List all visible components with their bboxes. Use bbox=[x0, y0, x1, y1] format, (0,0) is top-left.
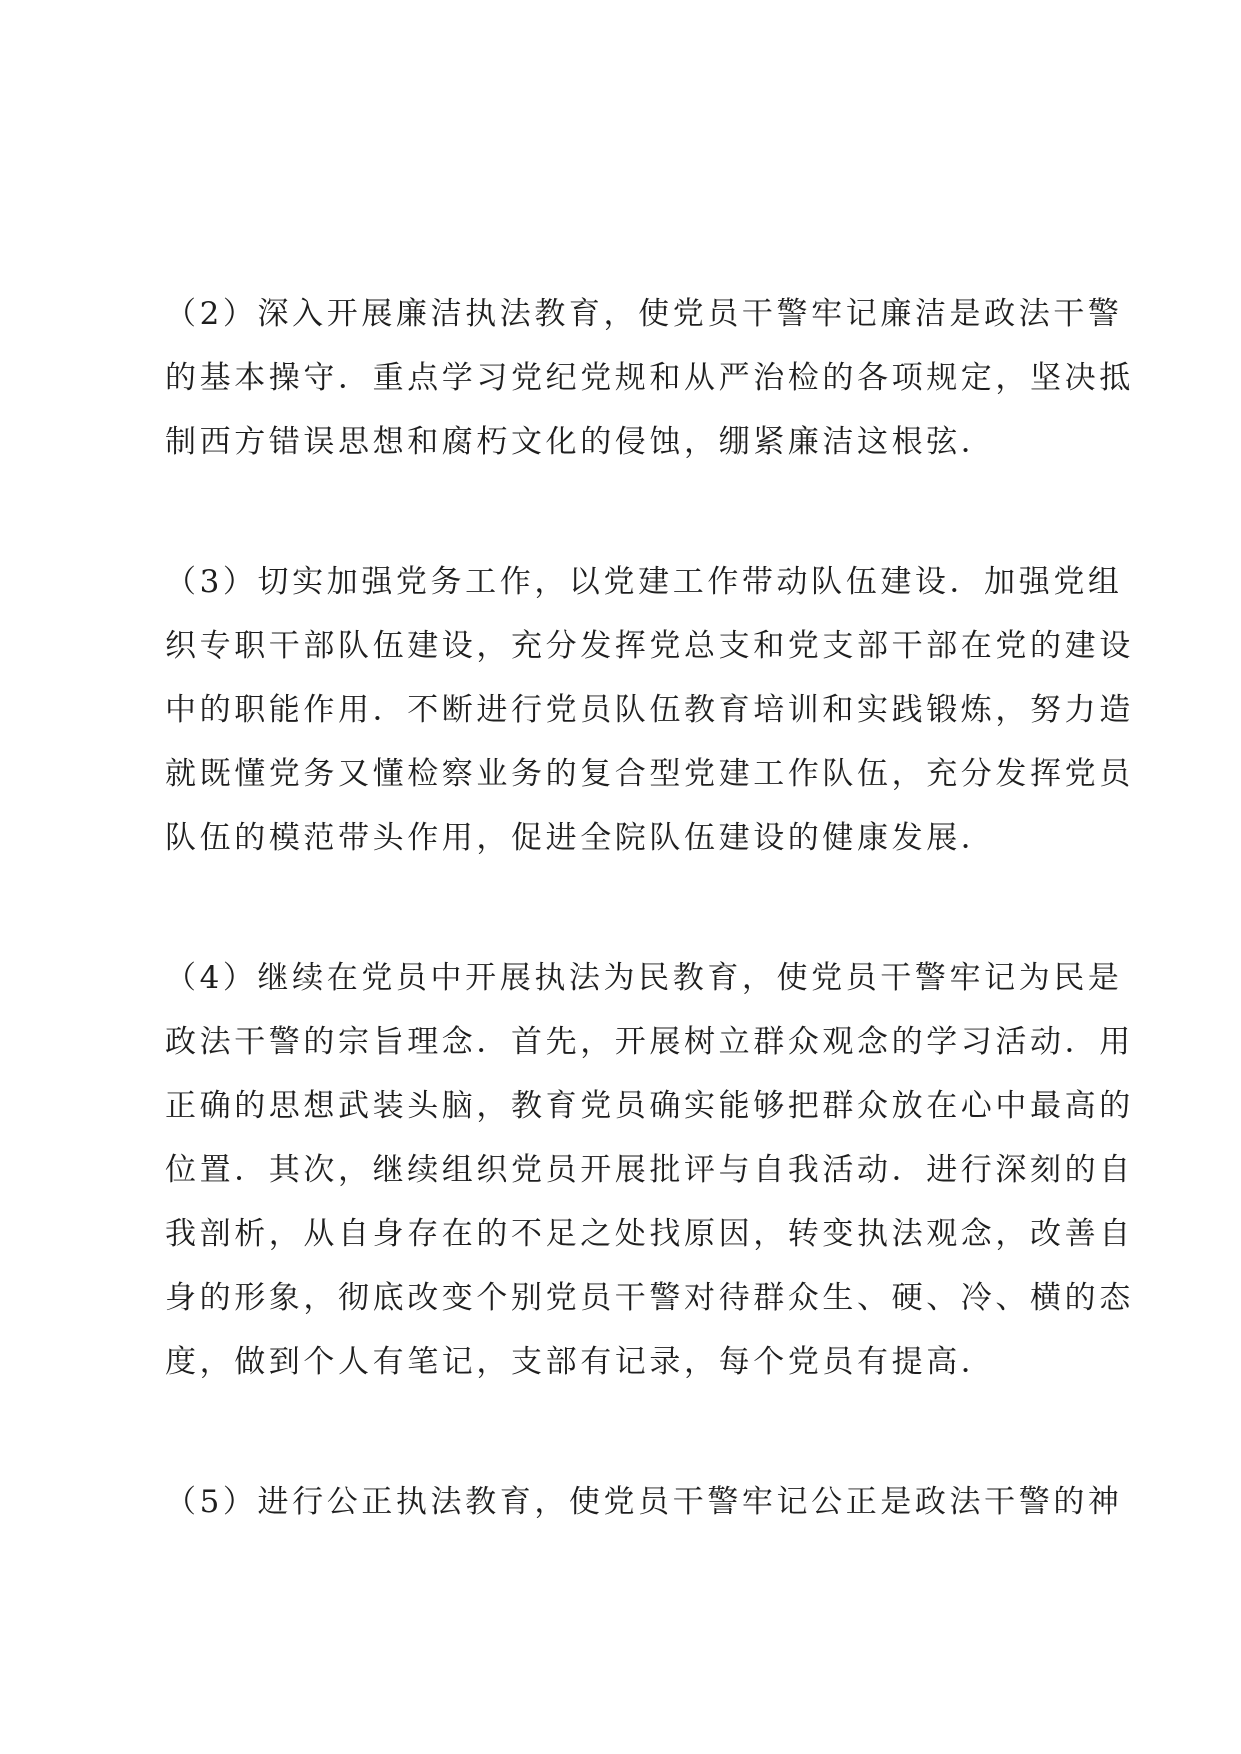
paragraph-line: 政法干警的宗旨理念．首先，开展树立群众观念的学习活动．用 bbox=[165, 1024, 1134, 1060]
paragraph-line: 队伍的模范带头作用，促进全院队伍建设的健康发展． bbox=[165, 820, 996, 856]
paragraph-line: 中的职能作用．不断进行党员队伍教育培训和实践锻炼，努力造 bbox=[165, 692, 1134, 728]
paragraph-line: 身的形象，彻底改变个别党员干警对待群众生、硬、冷、横的态 bbox=[165, 1280, 1134, 1316]
paragraph-line: （3）切实加强党务工作，以党建工作带动队伍建设．加强党组 bbox=[165, 564, 1123, 600]
paragraph-gap bbox=[165, 1394, 1095, 1470]
paragraph-gap bbox=[165, 474, 1095, 550]
paragraph-line: 制西方错误思想和腐朽文化的侵蚀，绷紧廉洁这根弦． bbox=[165, 424, 996, 460]
paragraph-5 bbox=[165, 1470, 1123, 1534]
paragraph-line: 我剖析，从自身存在的不足之处找原因，转变执法观念，改善自 bbox=[165, 1216, 1134, 1252]
paragraph-line: 正确的思想武装头脑，教育党员确实能够把群众放在心中最高的 bbox=[165, 1088, 1134, 1124]
paragraph-gap bbox=[165, 870, 1095, 946]
document-body bbox=[165, 282, 1134, 1534]
paragraph-2 bbox=[165, 282, 1134, 474]
paragraph-line: （4）继续在党员中开展执法为民教育，使党员干警牢记为民是 bbox=[165, 960, 1123, 996]
paragraph-4 bbox=[165, 946, 1134, 1394]
paragraph-line: 位置．其次，继续组织党员开展批评与自我活动．进行深刻的自 bbox=[165, 1152, 1134, 1188]
paragraph-line: （5）进行公正执法教育，使党员干警牢记公正是政法干警的神 bbox=[165, 1484, 1123, 1520]
paragraph-line: 的基本操守．重点学习党纪党规和从严治检的各项规定，坚决抵 bbox=[165, 360, 1134, 396]
paragraph-line: 织专职干部队伍建设，充分发挥党总支和党支部干部在党的建设 bbox=[165, 628, 1134, 664]
paragraph-line: 度，做到个人有笔记，支部有记录，每个党员有提高． bbox=[165, 1344, 996, 1380]
paragraph-line: （2）深入开展廉洁执法教育，使党员干警牢记廉洁是政法干警 bbox=[165, 296, 1123, 332]
paragraph-3 bbox=[165, 550, 1134, 870]
paragraph-line: 就既懂党务又懂检察业务的复合型党建工作队伍，充分发挥党员 bbox=[165, 756, 1134, 792]
